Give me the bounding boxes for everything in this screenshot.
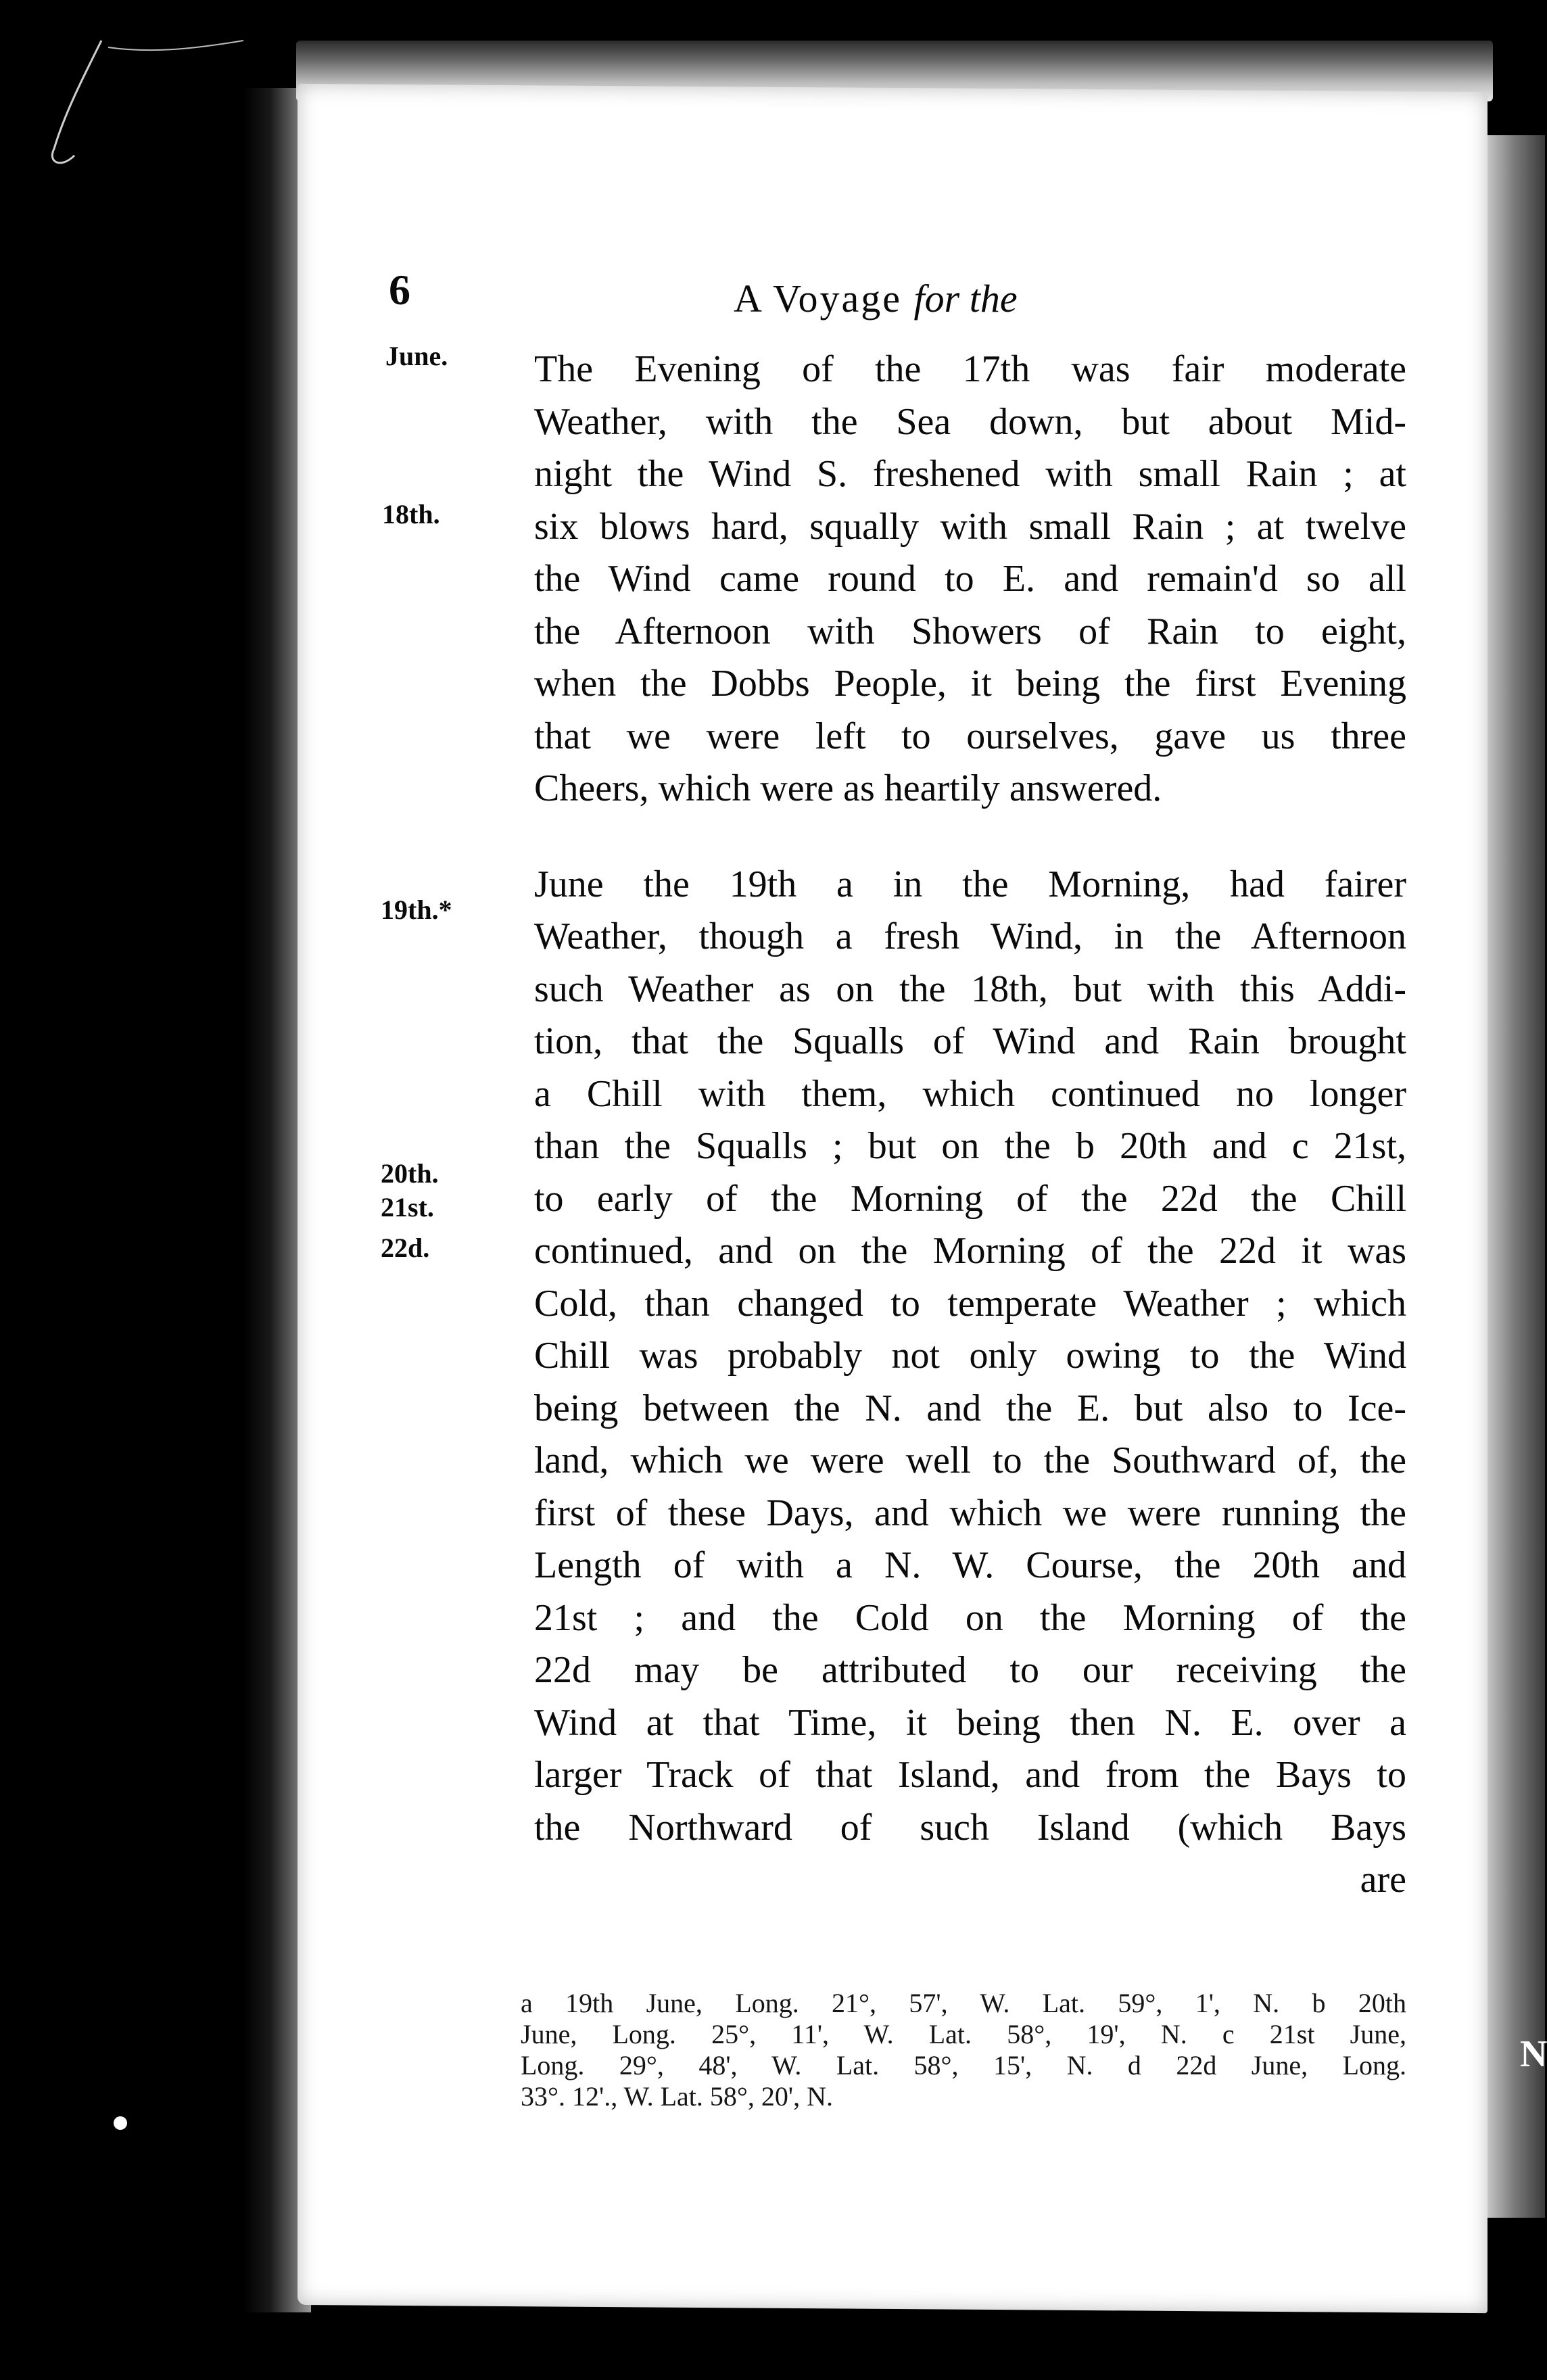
text-line: 22d may be attributed to our receiving the: [534, 1649, 1406, 1691]
body-text: [534, 343, 1406, 1907]
text-line: tion, that the Squalls of Wind and Rain brought: [534, 1020, 1406, 1062]
page-number: 6: [389, 266, 410, 314]
text-line: a Chill with them, which continued no longer: [534, 1072, 1406, 1115]
margin-note-20th: 20th.: [381, 1158, 439, 1189]
footnote-line: 33°. 12'., W. Lat. 58°, 20', N.: [521, 2081, 833, 2112]
footnote-line: a 19th June, Long. 21°, 57', W. Lat. 59°, 1', N. b 20th: [521, 1988, 1406, 2018]
pencil-mark: [108, 41, 243, 50]
running-head: [734, 276, 1018, 321]
text-line: first of these Days, and which we were running the: [534, 1492, 1406, 1534]
margin-note-22d: 22d.: [381, 1233, 430, 1263]
text-line: that we were left to ourselves, gave us three: [534, 715, 1406, 757]
text-line: than the Squalls ; but on the b 20th and c 21st,: [534, 1125, 1406, 1167]
footnote-line: June, Long. 25°, 11', W. Lat. 58°, 19', N. c 21st June,: [521, 2019, 1406, 2049]
text-line: 21st ; and the Cold on the Morning of the: [534, 1596, 1406, 1639]
catchword: are: [1360, 1859, 1406, 1901]
text-line: Weather, though a fresh Wind, in the Afternoon: [534, 915, 1406, 957]
speck: [114, 2116, 127, 2130]
text-line: to early of the Morning of the 22d the Chill: [534, 1177, 1406, 1220]
margin-note-18th: 18th.: [382, 499, 440, 529]
text-line: June the 19th a in the Morning, had fairer: [534, 863, 1406, 905]
footnotes: [521, 1988, 1406, 2112]
margin-note-21st: 21st.: [381, 1192, 434, 1222]
text-line: six blows hard, squally with small Rain ; at twelve: [534, 505, 1406, 548]
text-line: the Afternoon with Showers of Rain to eight,: [534, 610, 1406, 652]
text-line: when the Dobbs People, it being the first Evening: [534, 663, 1406, 705]
margin-note-19th: 19th.*: [381, 895, 452, 925]
text-line: such Weather as on the 18th, but with this Addi-: [534, 968, 1406, 1010]
text-line: being between the N. and the E. but also to Ice-: [534, 1387, 1406, 1429]
text-line: Cold, than changed to temperate Weather ; which: [534, 1282, 1406, 1325]
adjacent-page-fragment: N: [1520, 2033, 1547, 2075]
text-line: Cheers, which were as heartily answered.: [534, 767, 1162, 809]
running-head-caps: A Voyage: [734, 277, 903, 320]
text-line: Wind at that Time, it being then N. E. over a: [534, 1701, 1406, 1744]
margin-note-june: June.: [385, 341, 448, 371]
paragraph-gap: [534, 815, 1406, 859]
footnote-line: Long. 29°, 48', W. Lat. 58°, 15', N. d 22d June, Long.: [521, 2050, 1406, 2080]
text-line: land, which we were well to the Southward of, the: [534, 1439, 1406, 1481]
paragraph-1: [534, 343, 1406, 815]
running-head-italic: for the: [913, 277, 1018, 320]
text-line: Chill was probably not only owing to the Wind: [534, 1335, 1406, 1377]
adjacent-page-edge: [1484, 135, 1545, 2218]
text-line: Length of with a N. W. Course, the 20th and: [534, 1544, 1406, 1586]
text-line: larger Track of that Island, and from the Bays to: [534, 1754, 1406, 1796]
text-line: night the Wind S. freshened with small Rain ; at: [534, 453, 1406, 495]
text-line: The Evening of the 17th was fair moderate: [534, 348, 1406, 390]
text-line: the Wind came round to E. and remain'd so all: [534, 558, 1406, 600]
pencil-mark: [52, 41, 101, 163]
text-line: Weather, with the Sea down, but about Mid-: [534, 400, 1406, 443]
paragraph-2: [534, 859, 1406, 1855]
text-line: the Northward of such Island (which Bays: [534, 1806, 1406, 1849]
text-line: continued, and on the Morning of the 22d it was: [534, 1230, 1406, 1272]
